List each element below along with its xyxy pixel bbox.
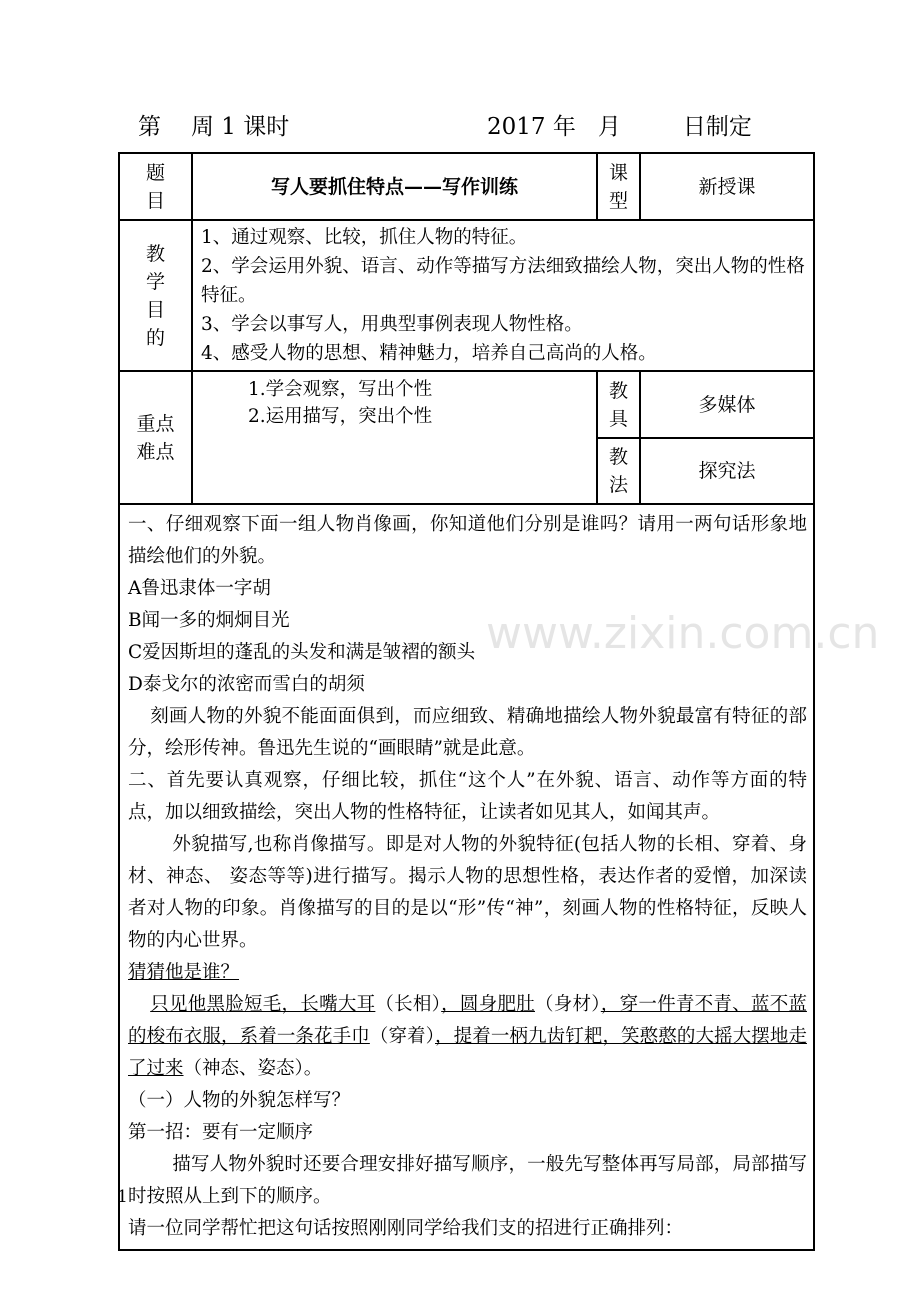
tools-label: 教 具: [597, 371, 640, 438]
riddle-text: ，提着一柄九齿钉耙，笑憨憨的大摇大摆地走了过来: [128, 1026, 807, 1079]
header-week: [138, 108, 289, 141]
watermark: www.zixin.com.cn: [486, 608, 880, 659]
lesson-topic: 写人要抓住特点——写作训练: [192, 153, 597, 220]
type-label: 课 型: [597, 153, 640, 220]
goals-row: [119, 220, 814, 371]
header-date-suffix: 日制定: [682, 114, 752, 140]
goal-item: 4、感受人物的思想、精神魅力，培养自己高尚的人格。: [201, 343, 657, 364]
riddle-text: ，穿一件青不青、蓝不蓝的梭布衣服，系着一条花手巾: [128, 994, 807, 1047]
header-month: 月: [597, 114, 621, 140]
portrait-item: A鲁迅隶体一字胡: [128, 578, 271, 599]
goal-item: 3、学会以事写人，用典型事例表现人物性格。: [201, 314, 583, 335]
type-value: 新授课: [640, 153, 814, 220]
riddle-note: （穿着）: [369, 1026, 436, 1047]
riddle-paragraph: [128, 989, 807, 1085]
keypoints-list: [192, 371, 597, 504]
keypoint-item: 2.运用描写，突出个性: [248, 406, 433, 427]
guess-heading: 猜猜他是谁？: [128, 962, 240, 983]
riddle-text: ，圆身肥肚: [441, 994, 535, 1015]
riddle-note: （神态、姿态）。: [183, 1058, 323, 1079]
portrait-item: D泰戈尔的浓密而雪白的胡须: [128, 674, 365, 695]
content-row: [119, 504, 814, 1250]
goals-list: [192, 220, 814, 371]
riddle-note: （长相）: [375, 994, 442, 1015]
keypoints-label: 重点 难点: [119, 371, 192, 504]
header-year: 2017 年: [487, 114, 576, 140]
header-date: [487, 108, 752, 141]
topic-row: [119, 153, 814, 220]
section-one: 一、仔细观察下面一组人物肖像画，你知道他们分别是谁吗？请用一两句话形象地描绘他们的外貌。: [128, 514, 807, 567]
portrait-item: B闻一多的炯炯目光: [128, 610, 290, 631]
goal-item: 1、通过观察、比较，抓住人物的特征。: [201, 227, 528, 248]
trick-heading: 第一招：要有一定顺序: [128, 1122, 314, 1143]
method-label: 教 法: [597, 438, 640, 504]
page-number: 1: [117, 1187, 128, 1207]
subheading: （一）人物的外貌怎样写？: [128, 1090, 351, 1111]
paragraph-feature: 刻画人物的外貌不能面面俱到，而应细致、精确地描绘人物外貌最富有特征的部分，绘形传神。鲁迅先生说的“画眼睛”就是此意。: [128, 706, 807, 759]
lesson-content: [119, 504, 814, 1250]
goal-item: 2、学会运用外貌、语言、动作等描写方法细致描绘人物，突出人物的性格特征。: [201, 256, 805, 306]
riddle-text: 只见他黑脸短毛，长嘴大耳: [150, 994, 376, 1015]
keypoint-item: 1.学会观察，写出个性: [248, 379, 433, 400]
tools-value: 多媒体: [640, 371, 814, 438]
lesson-plan-table: [118, 152, 815, 1251]
week-prefix: 第: [138, 114, 161, 140]
keypoints-row-1: [119, 371, 814, 438]
topic-label: 题 目: [119, 153, 192, 220]
section-two: 二、首先要认真观察，仔细比较，抓住“这个人”在外貌、语言、动作等方面的特点，加以细致描绘，突出人物的性格特征，让读者如见其人，如闻其声。: [128, 770, 807, 823]
paragraph-appearance: 外貌描写,也称肖像描写。即是对人物的外貌特征(包括人物的长相、穿着、身材、神态、 姿态等等)进行描写。揭示人物的思想性格，表达作者的爱憎，加深读者对人物的印象。肖像描写的目的是以“形”传“神”，刻画人物的性格特征，反映人物的内心世界。: [128, 834, 807, 951]
portrait-item: C爱因斯坦的蓬乱的头发和满是皱褶的额头: [128, 642, 476, 663]
goals-label: 教 学 目 的: [119, 220, 192, 371]
paragraph-order: 描写人物外貌时还要合理安排好描写顺序，一般先写整体再写局部，局部描写时按照从上到下的顺序。: [128, 1154, 807, 1207]
paragraph-task: 请一位同学帮忙把这句话按照刚刚同学给我们支的招进行正确排列：: [128, 1218, 684, 1239]
week-suffix: 周 1 课时: [191, 114, 290, 140]
method-value: 探究法: [640, 438, 814, 504]
riddle-note: （身材）: [535, 994, 601, 1015]
